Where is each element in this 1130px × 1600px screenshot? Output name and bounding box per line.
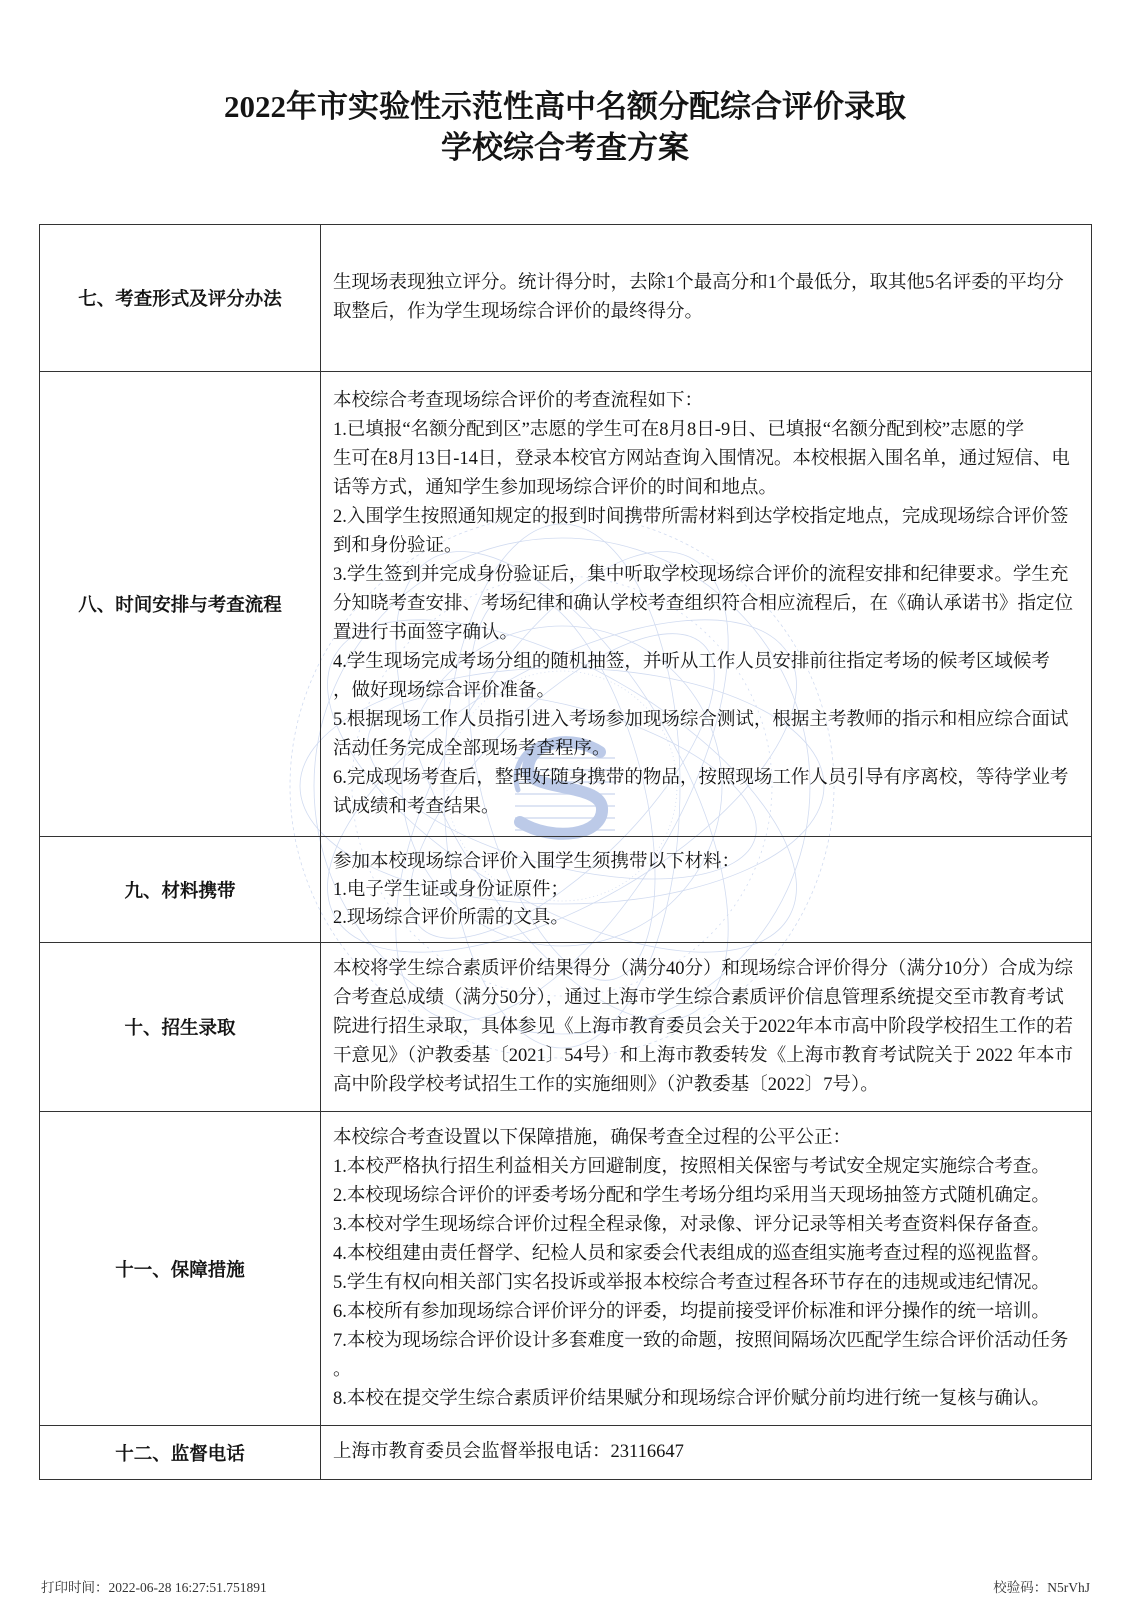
- section-line: 话等方式，通知学生参加现场综合评价的时间和地点。: [333, 477, 778, 498]
- section-line: 高中阶段学校考试招生工作的实施细则》（沪教委基〔2022〕7号）。: [333, 1074, 879, 1095]
- section-label-cell: [40, 225, 321, 371]
- section-line: 本校综合考查设置以下保障措施，确保考查全过程的公平公正：: [333, 1127, 852, 1148]
- section-line: 5.学生有权向相关部门实名投诉或举报本校综合考查过程各环节存在的违规或违纪情况。: [333, 1272, 1050, 1293]
- section-line: 4.本校组建由责任督学、纪检人员和家委会代表组成的巡查组实施考查过程的巡视监督。: [333, 1243, 1050, 1264]
- section-line: 活动任务完成全部现场考查程序。: [333, 738, 611, 759]
- section-label-cell: [40, 943, 321, 1111]
- section-label-cell: [40, 1112, 321, 1425]
- section-label-cell: [40, 372, 321, 836]
- section-heading: 十、招生录取: [124, 1019, 236, 1039]
- section-row-assessment-format: [40, 225, 1091, 371]
- section-line: 参加本校现场综合评价入围学生须携带以下材料：: [333, 851, 741, 872]
- section-line: 本校将学生综合素质评价结果得分（满分40分）和现场综合评价得分（满分10分）合成为综: [333, 958, 1074, 979]
- section-line: 4.学生现场完成考场分组的随机抽签，并听从工作人员安排前往指定考场的候考区域候考: [333, 651, 1050, 672]
- section-label-cell: [40, 837, 321, 942]
- section-line: 2.现场综合评价所需的文具。: [333, 907, 569, 928]
- section-line: 生可在8月13日-14日，登录本校官方网站查询入围情况。本校根据入围名单，通过短信、电: [333, 448, 1070, 469]
- section-row-safeguards: [40, 1111, 1091, 1425]
- section-line: 试成绩和考查结果。: [333, 796, 500, 817]
- section-heading: 九、材料携带: [124, 881, 236, 902]
- section-heading: 十一、保障措施: [115, 1260, 245, 1281]
- section-line: 6.本校所有参加现场综合评价评分的评委，均提前接受评价标准和评分操作的统一培训。: [333, 1301, 1050, 1322]
- section-line: 分知晓考查安排、考场纪律和确认学校考查组织符合相应流程后，在《确认承诺书》指定位: [333, 593, 1074, 614]
- section-line: 1.已填报“名额分配到区”志愿的学生可在8月8日-9日、已填报“名额分配到校”志愿的学: [333, 419, 1025, 440]
- section-line: 3.学生签到并完成身份验证后，集中听取学校现场综合评价的流程安排和纪律要求。学生充: [333, 564, 1069, 585]
- section-content-cell: [321, 372, 1091, 836]
- section-line: 1.电子学生证或身份证原件；: [333, 879, 569, 900]
- section-line: 干意见》（沪教委基〔2021〕54号）和上海市教委转发《上海市教育考试院关于 2022 年本市: [333, 1045, 1074, 1066]
- print-time: 打印时间：2022-06-28 16:27:51.751891: [41, 1580, 267, 1595]
- section-content-cell: [321, 943, 1091, 1111]
- section-line: 7.本校为现场综合评价设计多套难度一致的命题，按照间隔场次匹配学生综合评价活动任务: [333, 1330, 1069, 1351]
- supervision-phone-text: 上海市教育委员会监督举报电话：23116647: [333, 1442, 684, 1462]
- section-line: 生现场表现独立评分。统计得分时，去除1个最高分和1个最低分，取其他5名评委的平均分: [333, 273, 1064, 293]
- section-line: 8.本校在提交学生综合素质评价结果赋分和现场综合评价赋分前均进行统一复核与确认。: [333, 1388, 1050, 1409]
- section-line: 合考查总成绩（满分50分），通过上海市学生综合素质评价信息管理系统提交至市教育考试: [333, 987, 1064, 1008]
- section-row-supervision-phone: [40, 1425, 1091, 1479]
- section-content-cell: [321, 225, 1091, 371]
- section-content-cell: [321, 1112, 1091, 1425]
- section-line: 本校综合考查现场综合评价的考查流程如下：: [333, 390, 704, 411]
- section-line: 置进行书面签字确认。: [333, 622, 519, 643]
- section-label-cell: [40, 1426, 321, 1479]
- section-line: 取整后，作为学生现场综合评价的最终得分。: [333, 302, 704, 322]
- section-line: 2.本校现场综合评价的评委考场分配和学生考场分组均采用当天现场抽签方式随机确定。: [333, 1185, 1050, 1206]
- section-line: 到和身份验证。: [333, 535, 463, 556]
- section-content-cell: [321, 1426, 1091, 1479]
- section-row-materials: [40, 836, 1091, 942]
- section-row-admission: [40, 942, 1091, 1111]
- section-line: 3.本校对学生现场综合评价过程全程录像，对录像、评分记录等相关考查资料保存备查。: [333, 1214, 1050, 1235]
- section-line: 5.根据现场工作人员指引进入考场参加现场综合测试，根据主考教师的指示和相应综合面试: [333, 709, 1069, 730]
- section-line: 院进行招生录取，具体参见《上海市教育委员会关于2022年本市高中阶段学校招生工作的若: [333, 1016, 1074, 1037]
- section-heading: 七、考查形式及评分办法: [78, 290, 282, 310]
- verify-code: 校验码：N5rVhJ: [993, 1580, 1090, 1595]
- section-line: ，做好现场综合评价准备。: [333, 680, 556, 701]
- section-line: 1.本校严格执行招生利益相关方回避制度，按照相关保密与考试安全规定实施综合考查。: [333, 1156, 1050, 1177]
- section-heading: 十二、监督电话: [115, 1444, 245, 1465]
- section-row-schedule-process: [40, 371, 1091, 836]
- section-line: 。: [333, 1359, 352, 1380]
- section-line: 2.入围学生按照通知规定的报到时间携带所需材料到达学校指定地点，完成现场综合评价签: [333, 506, 1069, 527]
- title-line-2: 学校综合考查方案: [441, 130, 689, 165]
- document-title: [0, 86, 1130, 168]
- section-line: 6.完成现场考查后，整理好随身携带的物品，按照现场工作人员引导有序离校，等待学业考: [333, 767, 1069, 788]
- title-line-1: 2022年市实验性示范性高中名额分配综合评价录取: [224, 89, 906, 124]
- section-content-cell: [321, 837, 1091, 942]
- plan-table: [39, 224, 1092, 1480]
- section-heading: 八、时间安排与考查流程: [78, 596, 282, 616]
